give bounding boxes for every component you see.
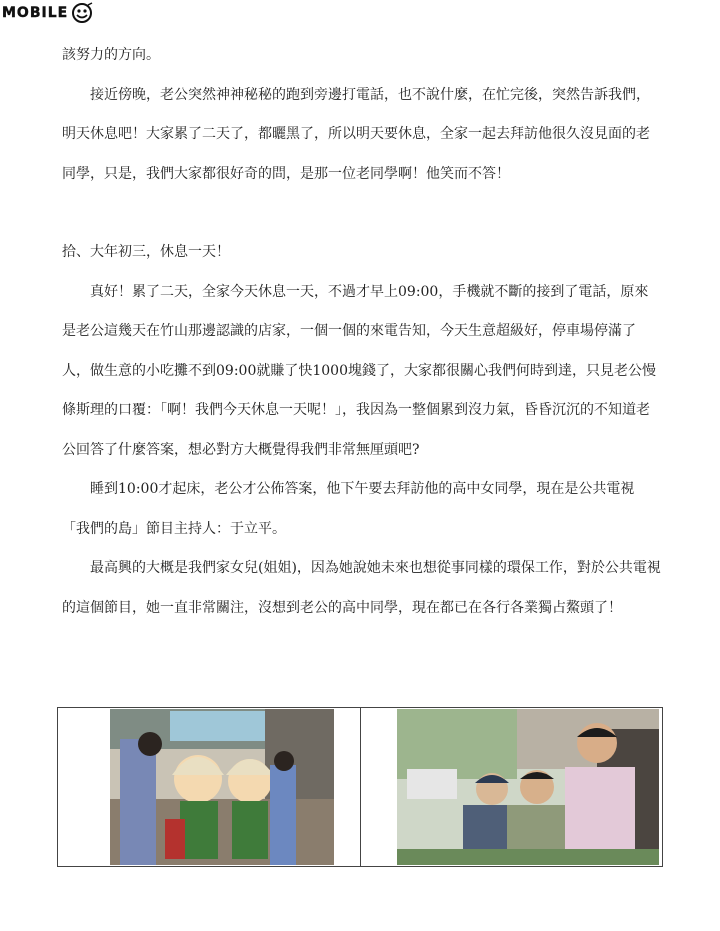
article-body	[62, 36, 662, 628]
photo-mascot-statues[interactable]	[110, 709, 334, 865]
logo-text: MOBILE	[2, 5, 69, 21]
paragraph-5: 睡到10:00才起床，老公才公佈答案，他下午要去拜訪他的高中女同學，現在是公共電視「我們的島」節目主持人：于立平。	[62, 481, 635, 537]
paragraph-1: 接近傍晚，老公突然神神秘秘的跑到旁邊打電話，也不說什麼，在忙完後，突然告訴我們，明天休息吧！大家累了二天了，都曬黑了，所以明天要休息，全家一起去拜訪他很久沒見面的老同學，只是，我們大家都很好奇的問，是那一位老同學啊！他笑而不答！	[62, 86, 650, 182]
smiley-face-icon	[70, 2, 94, 24]
section-heading: 拾、大年初三，休息一天！	[62, 244, 230, 260]
photo-group-selfie[interactable]	[397, 709, 659, 865]
paragraph-6: 最高興的大概是我們家女兒(姐姐)，因為她說她未來也想從事同樣的環保工作，對於公共電視的這個節目，她一直非常關注，沒想到老公的高中同學，現在都已在各行各業獨占鰲頭了！	[62, 560, 661, 616]
photo-cell-left	[58, 708, 361, 866]
section-gap	[62, 194, 662, 233]
paragraph-0: 該努力的方向。	[62, 47, 160, 63]
photo-cell-right	[361, 708, 663, 866]
photo-table	[57, 707, 663, 867]
paragraph-4: 真好！累了二天，全家今天休息一天，不過才早上09:00，手機就不斷的接到了電話，原來是老公這幾天在竹山那邊認識的店家，一個一個的來電告知，今天生意超級好，停車場停滿了人，做生意的小吃攤不到09:00就賺了快1000塊錢了，大家都很關心我們何時到達，只見老公慢條斯理的口覆：「啊！我們今天休息一天呢！」，我因為一整個累到沒力氣，昏昏沉沉的不知道老公回答了什麼答案，想必對方大概覺得我們非常無厘頭吧?	[62, 283, 656, 458]
mobile01-logo[interactable]	[2, 2, 94, 24]
